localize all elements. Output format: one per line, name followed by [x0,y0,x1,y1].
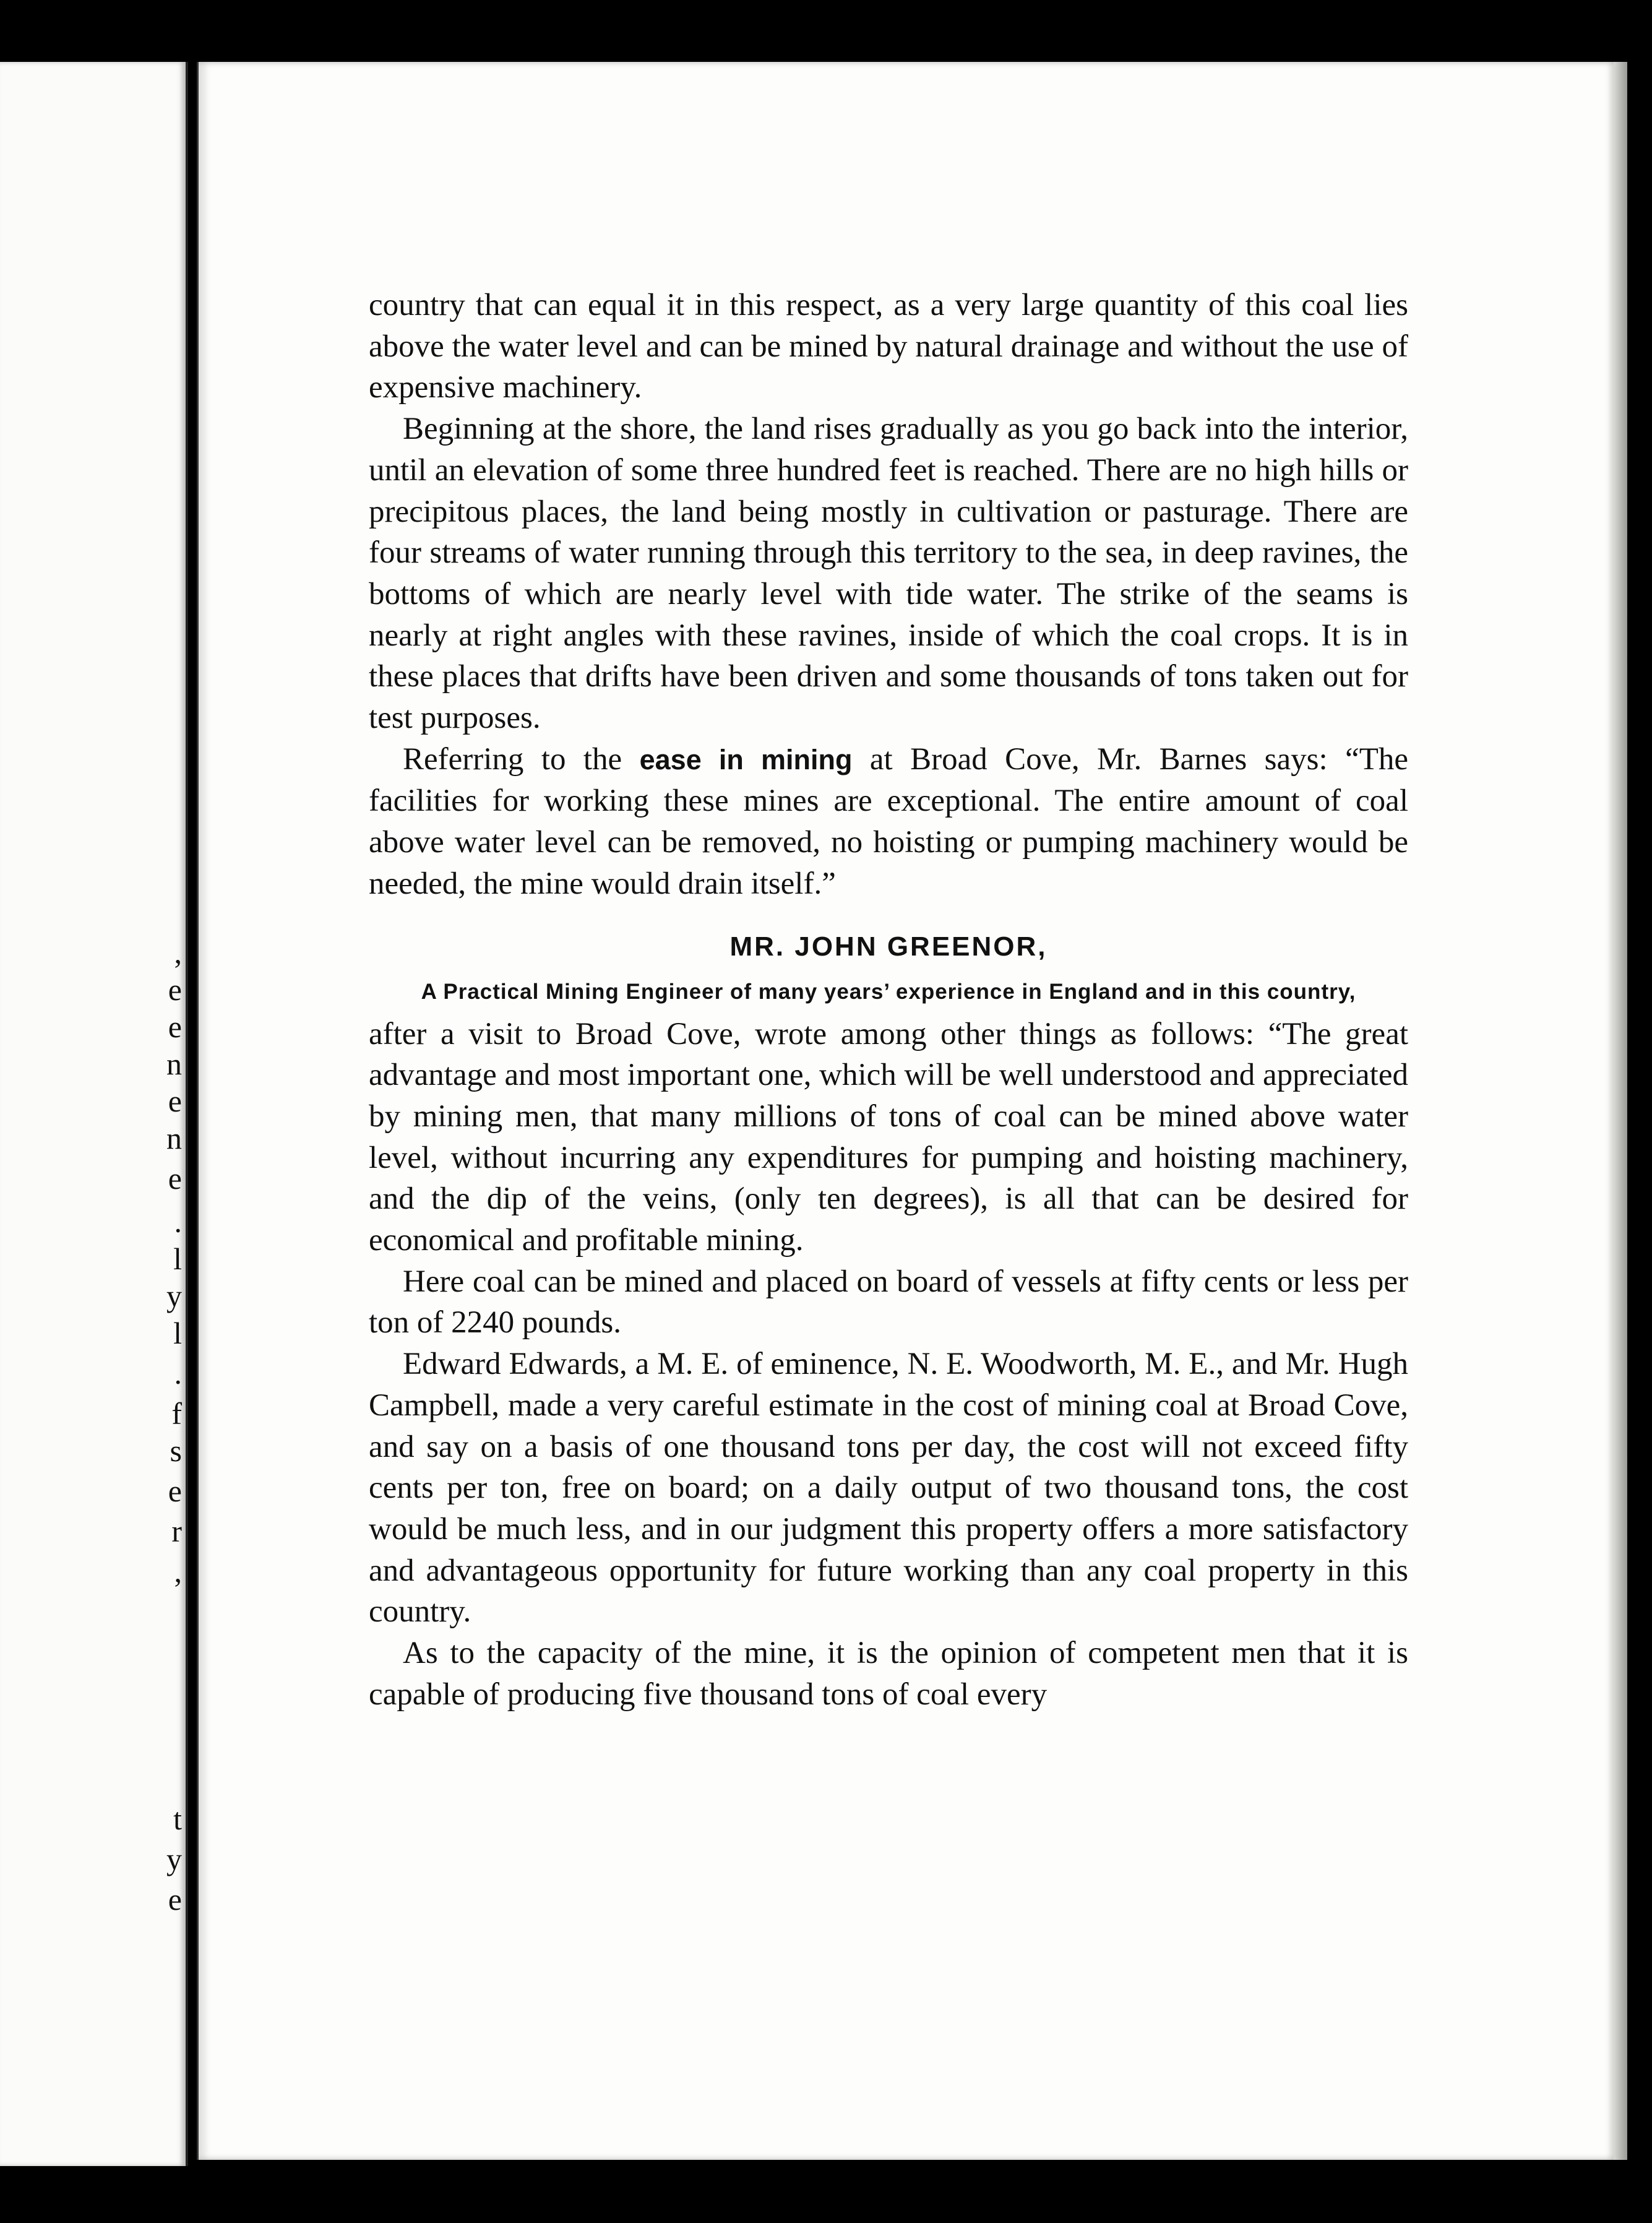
section-heading: MR. JOHN GREENOR, [729,931,1048,962]
margin-char: . [174,1356,182,1391]
paragraph [369,739,1408,905]
margin-char: l [173,1241,182,1276]
margin-char: f [171,1396,182,1431]
margin-char: e [168,1161,182,1196]
paragraph: after a visit to Broad Cove, wrote among other things as follows: “The great advantage and most important one, which will be well understood and appreciated by mining men, that many millions of tons of coal can be mined above water level, without incurring any expenditures for pumping and hoisting machinery, and the dip of the veins, (only ten degrees), is all that can be desired for economical and profitable mining. [369,1016,1408,1258]
paragraph: country that can equal it in this respect, as a very large quantity of this coal lies above the water level and can be mined by natural drainage and without the use of expensive machinery. [369,288,1408,405]
section-subheading: A Practical Mining Engineer of many years’ experience in England and in this country, [421,979,1356,1004]
body-text [369,285,1408,1716]
left-page-margin-text [0,62,186,2166]
left-facing-page [0,62,188,2166]
page-edge-shadow [1614,62,1627,2160]
emphasis-text: ease in mining [639,743,853,775]
margin-char: l [173,1316,182,1350]
margin-char: n [166,1121,182,1155]
paragraph-text: at Broad Cove, Mr. Barnes says: “The facilities for working these mines are exceptional. The entire amount of coal above water level can be removed, no hoisting or pumping machinery would be needed, the mine would drain itself.” [369,741,1409,901]
paragraph: Beginning at the shore, the land rises gradually as you go back into the interior, until an elevation of some three hundred feet is reached. There are no high hills or precipitous places, the land being mostly in cultivation or pasturage. There are four streams of water running through this territory to the sea, in deep ravines, the bottoms of which are nearly level with tide water. The strike of the seams is nearly at right angles with these ravines, inside of which the coal crops. It is in these places that drifts have been driven and some thousands of tons taken out for test purposes. [369,412,1408,736]
margin-char: e [168,1084,182,1118]
margin-char: r [171,1514,182,1548]
margin-char: y [166,1842,182,1876]
margin-char: , [174,935,182,970]
margin-char: e [168,972,182,1007]
paragraph: As to the capacity of the mine, it is the opinion of competent men that it is capable of producing five thousand tons of coal every [369,1636,1408,1712]
document-page [197,62,1615,2160]
margin-char: , [174,1554,182,1589]
margin-char: y [166,1279,182,1313]
margin-char: n [166,1047,182,1081]
paragraph: Here coal can be mined and placed on board of vessels at fifty cents or less per ton of 2240 pounds. [369,1264,1408,1340]
margin-char: s [170,1433,182,1468]
margin-char: e [168,1882,182,1917]
margin-char: e [168,1009,182,1044]
margin-char: e [168,1474,182,1508]
paragraph-text: Referring to the [403,741,640,777]
margin-char: . [174,1204,182,1239]
paragraph: Edward Edwards, a M. E. of eminence, N. E. Woodworth, M. E., and Mr. Hugh Campbell, made a very careful estimate in the cost of mining coal at Broad Cove, and say on a basis of one thousand tons per day, the cost will not exceed fifty cents per ton, free on board; on a daily output of two thousand tons, the cost would be much less, and in our judgment this property offers a more satisfactory and advantageous opportunity for future working than any coal property in this country. [369,1347,1408,1629]
margin-char: t [173,1802,182,1836]
